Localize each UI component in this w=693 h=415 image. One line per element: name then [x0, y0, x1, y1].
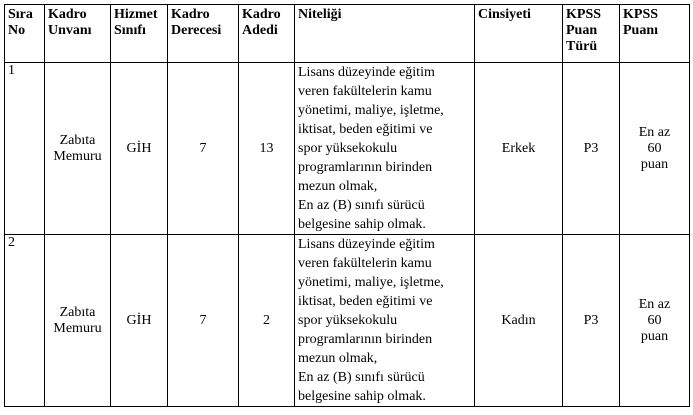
table-row — [5, 235, 690, 407]
cell-nitelik: Lisans düzeyinde eğitim veren fakültelerin kamu yönetimi, maliye, işletme, iktisat, beden eğitimi ve spor yüksekokulu programlarının birinden mezun olmak, En az (B) sınıfı sürücü belgesine sahip olmak. — [295, 235, 475, 407]
cell-puan-turu: P3 — [563, 63, 620, 235]
cell-unvan: Zabıta Memuru — [45, 235, 111, 407]
table-row — [5, 63, 690, 235]
cell-puan-turu: P3 — [563, 235, 620, 407]
header-derece: Kadro Derecesi — [168, 5, 239, 63]
header-adet: Kadro Adedi — [239, 5, 295, 63]
cell-adet: 13 — [239, 63, 295, 235]
cell-sinif: GİH — [111, 63, 168, 235]
header-cinsiyet: Cinsiyeti — [475, 5, 563, 63]
header-puan-turu: KPSS Puan Türü — [563, 5, 620, 63]
cell-nitelik: Lisans düzeyinde eğitim veren fakültelerin kamu yönetimi, maliye, işletme, iktisat, beden eğitimi ve spor yüksekokulu programlarının birinden mezun olmak, En az (B) sınıfı sürücü belgesine sahip olmak. — [295, 63, 475, 235]
cell-puan: En az 60 puan — [620, 63, 690, 235]
cell-derece: 7 — [168, 235, 239, 407]
header-row — [5, 5, 690, 63]
cell-puan: En az 60 puan — [620, 235, 690, 407]
header-sinif: Hizmet Sınıfı — [111, 5, 168, 63]
cell-unvan: Zabıta Memuru — [45, 63, 111, 235]
cell-sira: 1 — [5, 63, 45, 235]
cell-adet: 2 — [239, 235, 295, 407]
cell-cinsiyet: Kadın — [475, 235, 563, 407]
cell-sinif: GİH — [111, 235, 168, 407]
header-puan: KPSS Puanı — [620, 5, 690, 63]
cell-cinsiyet: Erkek — [475, 63, 563, 235]
header-nitelik: Niteliği — [295, 5, 475, 63]
cell-derece: 7 — [168, 63, 239, 235]
cell-sira: 2 — [5, 235, 45, 407]
kadro-table — [4, 4, 690, 407]
header-sira: Sıra No — [5, 5, 45, 63]
header-unvan: Kadro Unvanı — [45, 5, 111, 63]
